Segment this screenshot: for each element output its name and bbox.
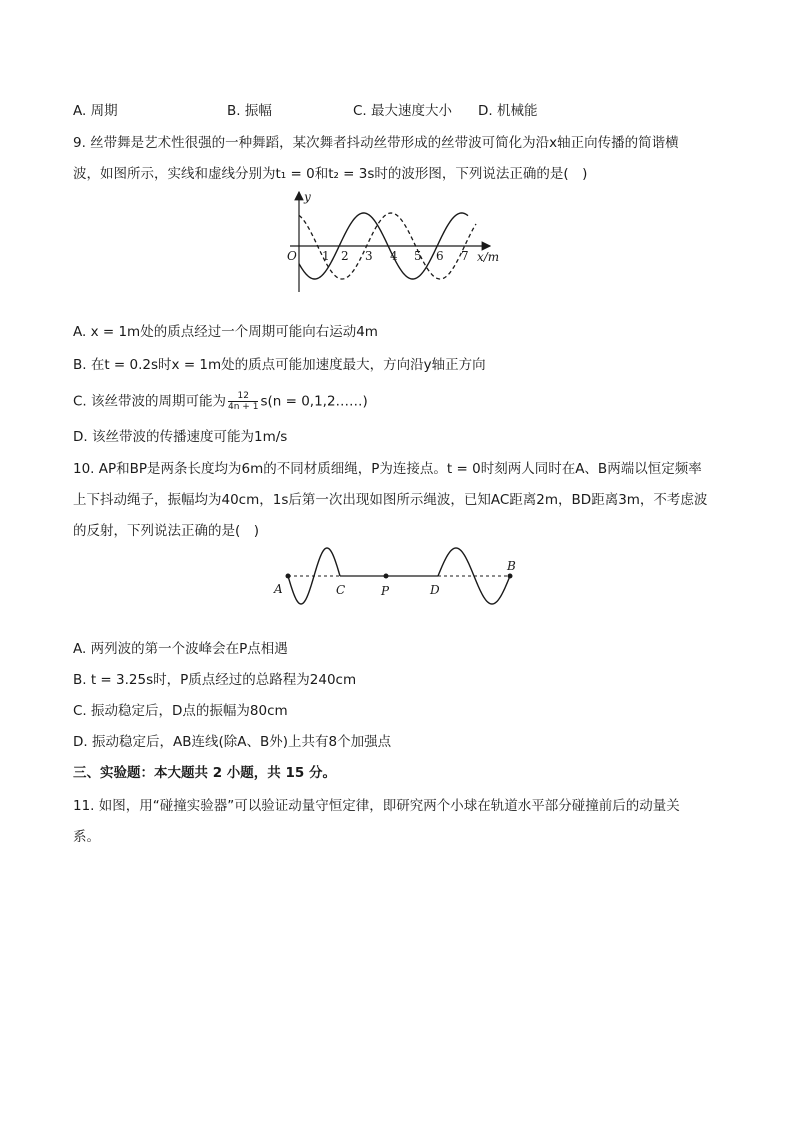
origin-label: O: [287, 249, 297, 263]
tick-6: 6: [436, 249, 444, 263]
x-axis-label: x/m: [477, 250, 500, 264]
q8-option-a: A. 周期: [73, 103, 118, 119]
fraction-numerator: 12: [228, 391, 258, 402]
label-d: D: [430, 583, 440, 597]
q9-option-c-suffix: s(n = 0,1,2……): [260, 393, 368, 410]
q9-option-b: B. 在t = 0.2s时x = 1m处的质点可能加速度最大，方向沿y轴正方向: [73, 357, 486, 373]
fraction-denominator: 4n + 1: [228, 402, 259, 412]
point-a: [286, 574, 291, 579]
q10-option-c: C. 振动稳定后，D点的振幅为80cm: [73, 703, 288, 719]
tick-4: 4: [390, 249, 398, 263]
tick-2: 2: [341, 249, 349, 263]
label-b: B: [507, 559, 516, 573]
q10-option-d: D. 振动稳定后，AB连线(除A、B外)上共有8个加强点: [73, 734, 392, 750]
label-p: P: [381, 584, 390, 598]
q10-stem-line1: 10. AP和BP是两条长度均为6m的不同材质细绳，P为连接点。t = 0时刻两人同时在A、B两端以恒定频率: [73, 461, 702, 477]
q8-option-d: D. 机械能: [478, 103, 538, 119]
y-axis-label: y: [304, 190, 311, 204]
tick-1: 1: [322, 249, 330, 263]
tick-3: 3: [365, 249, 373, 263]
point-b: [508, 574, 513, 579]
section3-heading: 三、实验题：本大题共 2 小题，共 15 分。: [73, 765, 336, 781]
point-p: [384, 574, 389, 579]
q8-option-c: C. 最大速度大小: [353, 103, 453, 119]
q10-rope-figure: [270, 544, 530, 608]
q9-option-a: A. x = 1m处的质点经过一个周期可能向右运动4m: [73, 324, 378, 340]
q10-stem-line2: 上下抖动绳子，振幅均为40cm，1s后第一次出现如图所示绳波，已知AC距离2m，BD距离3m，不考虑波: [73, 492, 708, 508]
tick-7: 7: [461, 249, 469, 263]
q9-stem-line2: 波，如图所示，实线和虚线分别为t₁ = 0和t₂ = 3s时的波形图，下列说法正确的是( ): [73, 166, 588, 182]
q11-stem-line1: 11. 如图，用“碰撞实验器”可以验证动量守恒定律，即研究两个小球在轨道水平部分碰撞前后的动量关: [73, 798, 680, 814]
q10-option-a: A. 两列波的第一个波峰会在P点相遇: [73, 641, 288, 657]
tick-5: 5: [414, 249, 422, 263]
q9-stem-line1: 9. 丝带舞是艺术性很强的一种舞蹈，某次舞者抖动丝带形成的丝带波可简化为沿x轴正向传播的简谐横: [73, 135, 679, 151]
q10-stem-line3: 的反射，下列说法正确的是( ): [73, 523, 260, 539]
q11-stem-line2: 系。: [73, 829, 100, 845]
q9-option-c-fraction: [228, 391, 258, 412]
q9-option-d: D. 该丝带波的传播速度可能为1m/s: [73, 429, 288, 445]
q10-option-b: B. t = 3.25s时，P质点经过的总路程为240cm: [73, 672, 357, 688]
label-a: A: [274, 582, 283, 596]
q9-option-c-prefix: C. 该丝带波的周期可能为: [73, 393, 227, 410]
q9-option-c: [73, 391, 368, 412]
label-c: C: [336, 583, 346, 597]
q9-wave-figure: [280, 188, 520, 296]
q8-option-b: B. 振幅: [227, 103, 272, 119]
